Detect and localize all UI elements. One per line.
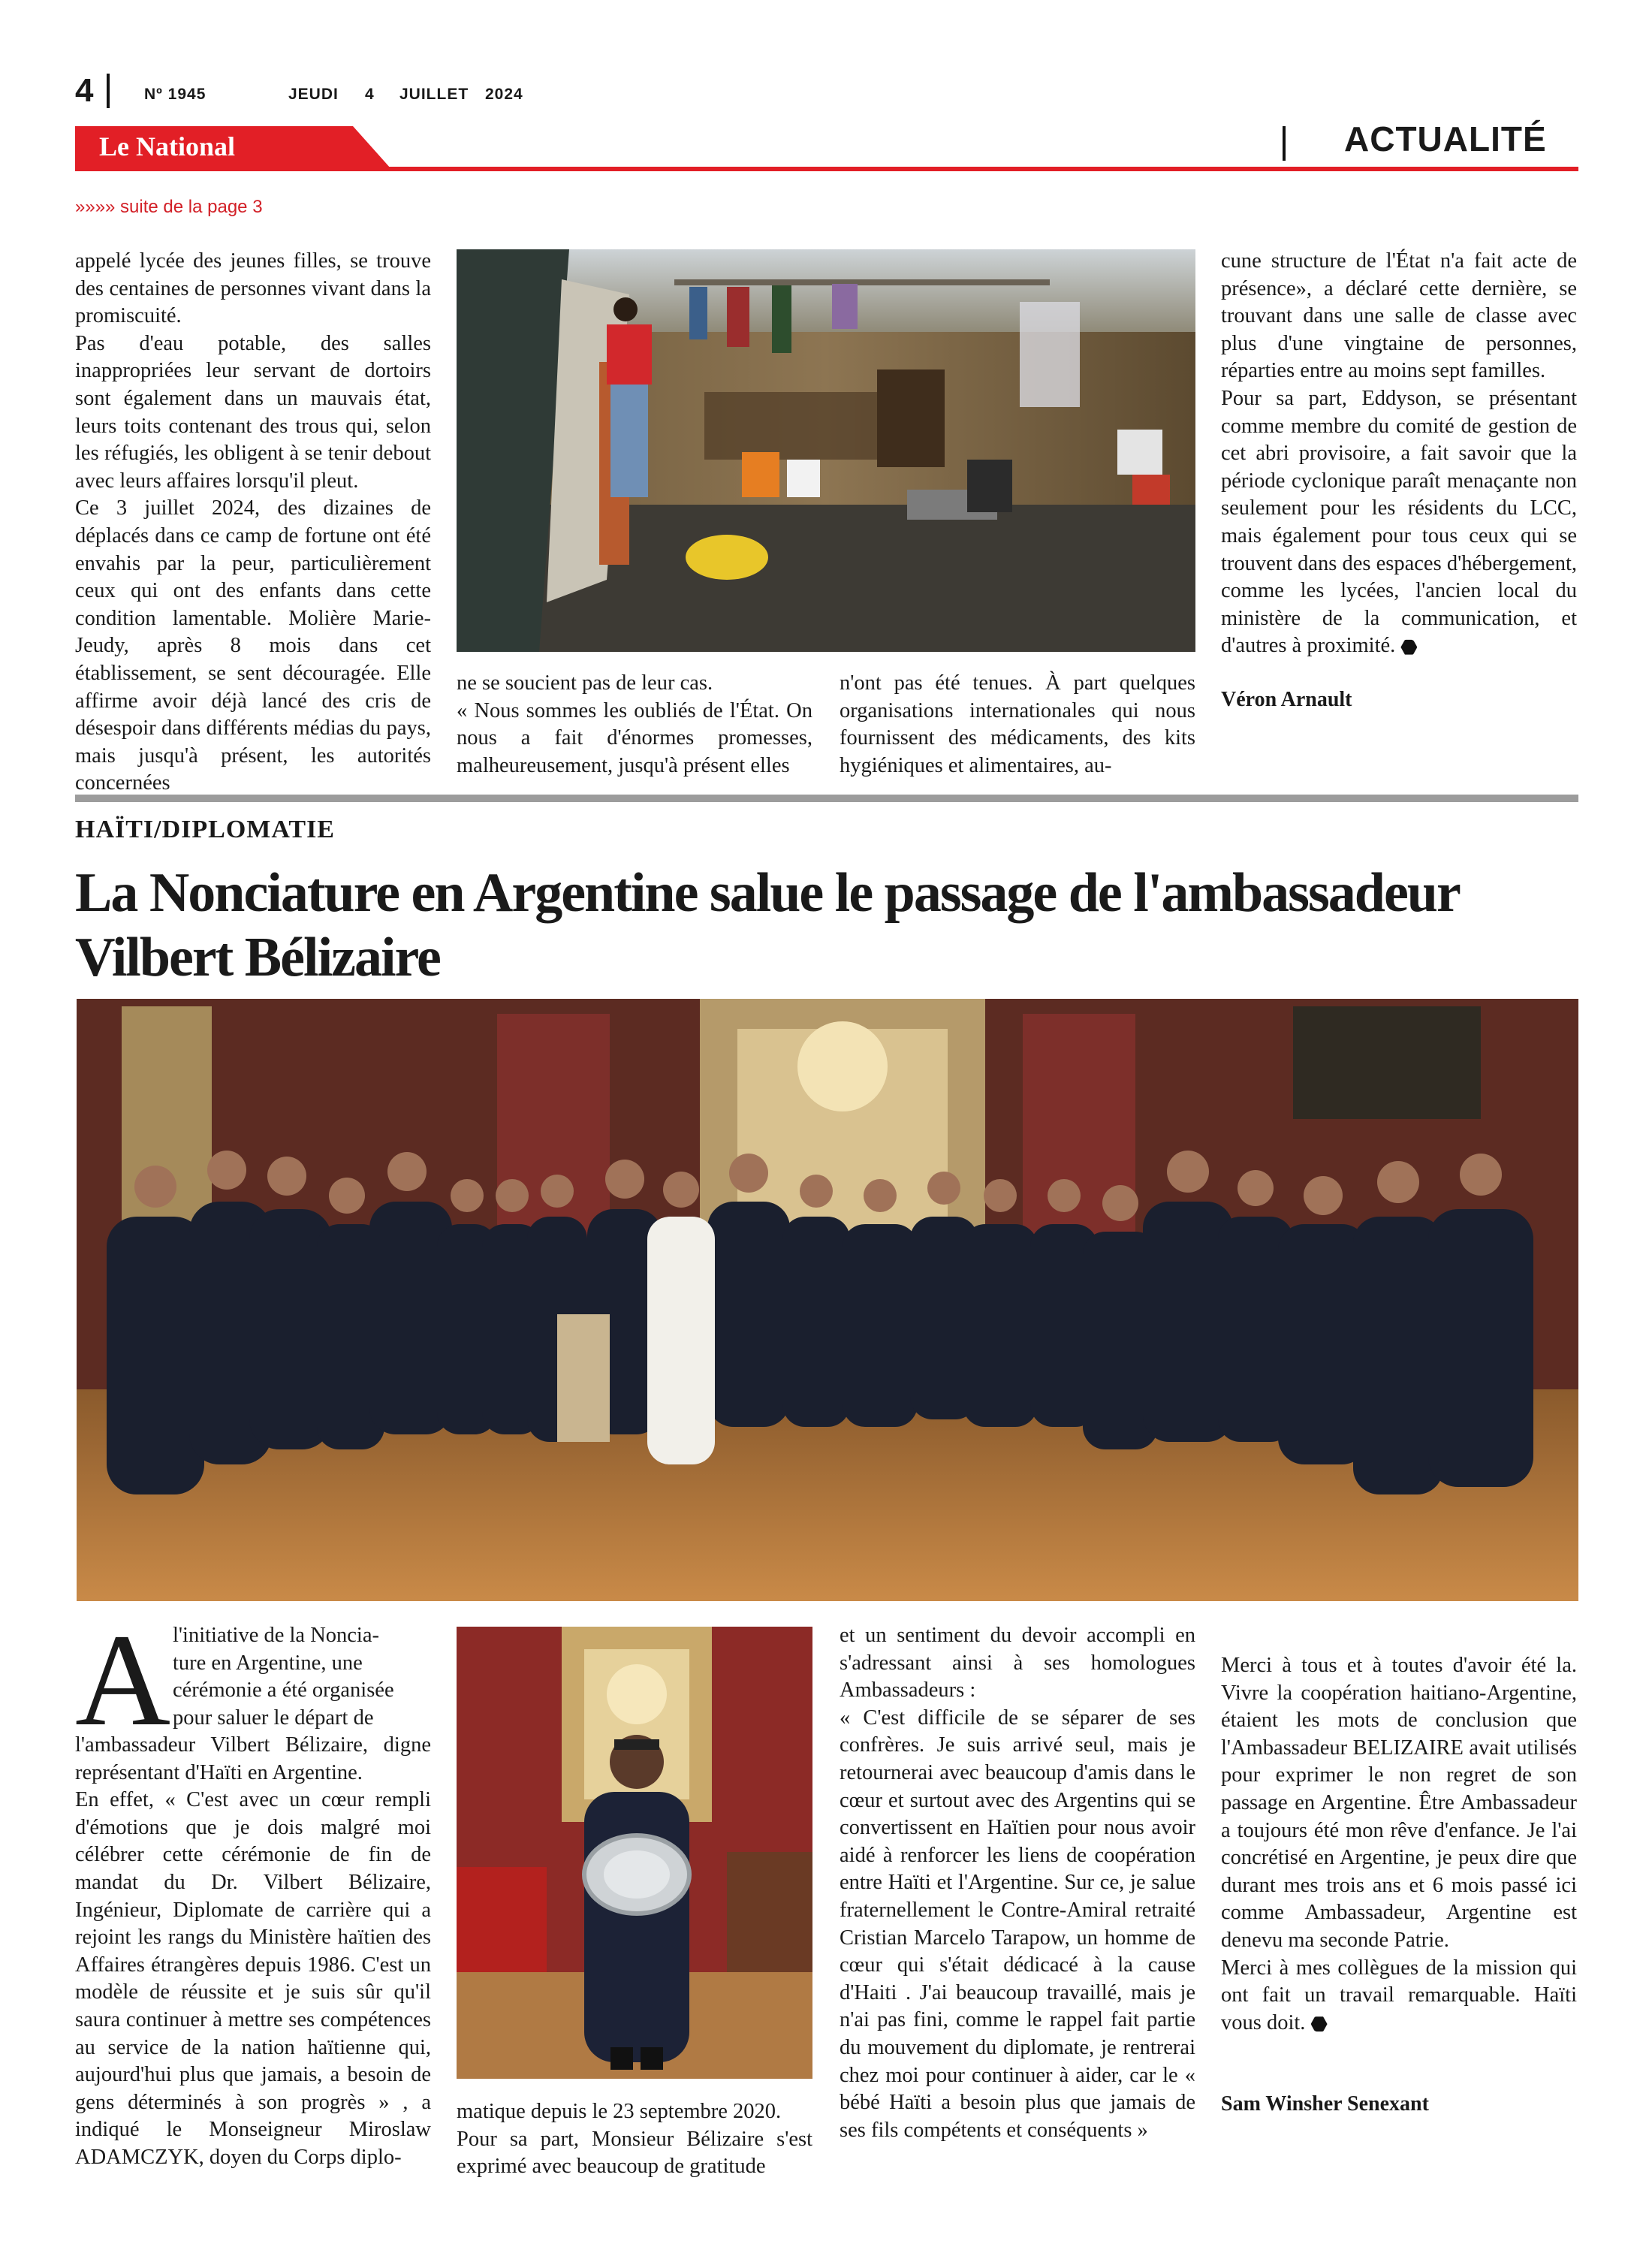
paragraph — [1221, 1955, 1577, 2037]
top-article-column-4 — [1221, 248, 1577, 660]
article-divider — [75, 795, 1578, 802]
issue-year: 2024 — [485, 86, 523, 103]
page-number: 4 — [75, 72, 94, 109]
folio-divider — [107, 74, 110, 108]
paragraph-text: Merci à mes collègues de la mission qui ont fait un travail remarquable. Haïti vous doit. — [1221, 1956, 1577, 2034]
issue-day: JEUDI — [288, 86, 339, 103]
drop-cap: A — [75, 1607, 171, 1754]
issue-number: Nº 1945 — [144, 86, 206, 103]
end-of-article-icon — [1311, 2016, 1328, 2032]
top-article-author: Véron Arnault — [1221, 688, 1352, 711]
paragraph: « Nous sommes les oubliés de l'État. On nous a fait d'énormes promesses, malheureusement, jusqu'à présent elles — [457, 698, 812, 777]
intro-line: l'initiative de la Noncia- — [173, 1624, 379, 1647]
top-article-column-2 — [457, 670, 812, 780]
paragraph: « C'est difficile de se séparer de ses confrères. Je suis arrivé seul, mais je retournerai avec beaucoup d'amis dans le cœur et surtout avec des Argentins qui se convertissent en Haïtien pour nous avoir aidé à renforcer les liens de coopération entre Haïti et l'Argentine. Sur ce, je salue fraternellement le Contre-Amiral retraité Cristian Marcelo Tarapow, un homme de cœur qui s'était dédicacé à la cause d'Haiti . J'ai beaucoup travaillé, mais je n'ai pas fini, comme le rappel fait partie du mouvement du diplomate, je rentrerai chez moi pour continuer à aider, car le « bébé Haïti a besoin plus que jamais de ses fils compétents et conséquents » — [840, 1706, 1195, 2142]
headline-line: La Nonciature en Argentine salue le passage de l'ambassadeur — [75, 862, 1460, 924]
section-title: ACTUALITÉ — [1344, 119, 1547, 158]
main-article-column-4 — [1221, 1652, 1577, 2037]
headline-line: Vilbert Bélizaire — [75, 927, 440, 988]
ceremony-group-photo — [77, 999, 1578, 1601]
main-article-column-3 — [840, 1622, 1195, 2144]
top-article-column-1 — [75, 248, 431, 798]
paragraph: cune structure de l'État n'a fait acte de présence», a déclaré cette dernière, se trouvant dans une salle de classe avec plus d'une vingtaine de personnes, réparties entre au moins sept familles. — [1221, 249, 1577, 383]
intro-line: ture en Argentine, une — [173, 1651, 363, 1675]
end-of-article-icon — [1400, 639, 1417, 656]
main-article-intro — [173, 1622, 431, 1732]
main-article-column-1 — [75, 1732, 431, 2172]
paragraph: n'ont pas été tenues. À part quelques organisations internationales qui nous fournissent des médicaments, des kits hygiéniques et alimentaires, au- — [840, 671, 1195, 777]
paragraph: Pas d'eau potable, des salles inappropriées leur servant de dortoirs sont également dans un mauvais état, leurs toits contenant des trous qui, selon les réfugiés, les obligent à se tenir debout avec leurs affaires lorsqu'il pleut. — [75, 331, 431, 493]
paragraph: Pour sa part, Monsieur Bélizaire s'est exprimé avec beaucoup de gratitude — [457, 2127, 812, 2179]
intro-line: pour saluer le départ de — [173, 1706, 374, 1730]
intro-line: cérémonie a été organisée — [173, 1678, 394, 1703]
main-article-author: Sam Winsher Senexant — [1221, 2092, 1429, 2116]
article-headline — [75, 861, 1584, 990]
continued-from-note: »»»» suite de la page 3 — [75, 197, 263, 217]
paragraph: et un sentiment du devoir accompli en s'adressant ainsi à ses homologues Ambassadeurs : — [840, 1624, 1195, 1703]
paragraph: appelé lycée des jeunes filles, se trouve des centaines de personnes vivant dans la promiscuité. — [75, 249, 431, 328]
paragraph: Merci à tous et à toutes d'avoir été la. Vivre la coopération haitiano-Argentine, étaient les mots de conclusion que l'Ambassadeur BELIZAIRE avait utilisés pour exprimer le non regret de son passage en Argentine. Être Ambassadeur a toujours été mon rêve d'enfance. Je l'ai concrétisé en Argentine, je peux dire que durant mes trois ans et 6 mois passé ici comme Ambassadeur, Argentine est denevu ma seconde Patrie. — [1221, 1654, 1577, 1952]
header-rule — [75, 167, 1578, 171]
main-article-column-2 — [457, 2098, 812, 2181]
issue-date-day: 4 — [365, 86, 375, 103]
paragraph-text: Pour sa part, Eddyson, se présentant comme membre du comité de gestion de cet abri provisoire, a fait savoir que la période cyclonique paraît menaçante non seulement pour les résidents du LCC, mais également pour tous ceux qui se trouvent dans des espaces d'hébergement, comme les lycées, l'ancien local du ministère de la communication, et d'autres à proximité. — [1221, 386, 1577, 658]
paragraph: Ce 3 juillet 2024, des dizaines de déplacés dans ce camp de fortune ont été envahis par la peur, particulièrement ceux qui ont des enfants dans cette condition lamentable. Molière Marie-Jeudy, après 8 mois dans cet établissement, se sent découragée. Elle affirme avoir déjà lancé des cris de désespoir dans différents médias du pays, mais jusqu'à présent, les autorités concernées — [75, 496, 431, 795]
top-article-column-3 — [840, 670, 1195, 780]
shelter-classroom-photo — [457, 249, 1195, 652]
ambassador-plaque-photo — [457, 1627, 812, 2079]
paragraph: matique depuis le 23 septembre 2020. — [457, 2100, 782, 2123]
paragraph: En effet, « C'est avec un cœur rempli d'émotions que je dois malgré moi célébrer cette cérémonie de fin de mandat du Dr. Vilbert Bélizaire, Ingénieur, Diplomate de carrière qui a rejoint les rangs du Ministère haïtien des Affaires étrangères depuis 1986. C'est un modèle de réussite et je suis sûr qu'il saura continuer à mettre ses compétences au service de la nation haïtienne qui, aujourd'hui plus que jamais, a besoin de gens déterminés à son progrès » , a indiqué le Monseigneur Miroslaw ADAMCZYK, doyen du Corps diplo- — [75, 1788, 431, 2169]
paragraph: ne se soucient pas de leur cas. — [457, 671, 713, 695]
section-divider — [1283, 126, 1286, 161]
masthead-brand: Le National — [99, 131, 236, 161]
paragraph — [1221, 385, 1577, 660]
paragraph: l'ambassadeur Vilbert Bélizaire, digne représentant d'Haïti en Argentine. — [75, 1733, 431, 1784]
article-kicker: HAÏTI/DIPLOMATIE — [75, 816, 335, 843]
issue-month: JUILLET — [399, 86, 469, 103]
